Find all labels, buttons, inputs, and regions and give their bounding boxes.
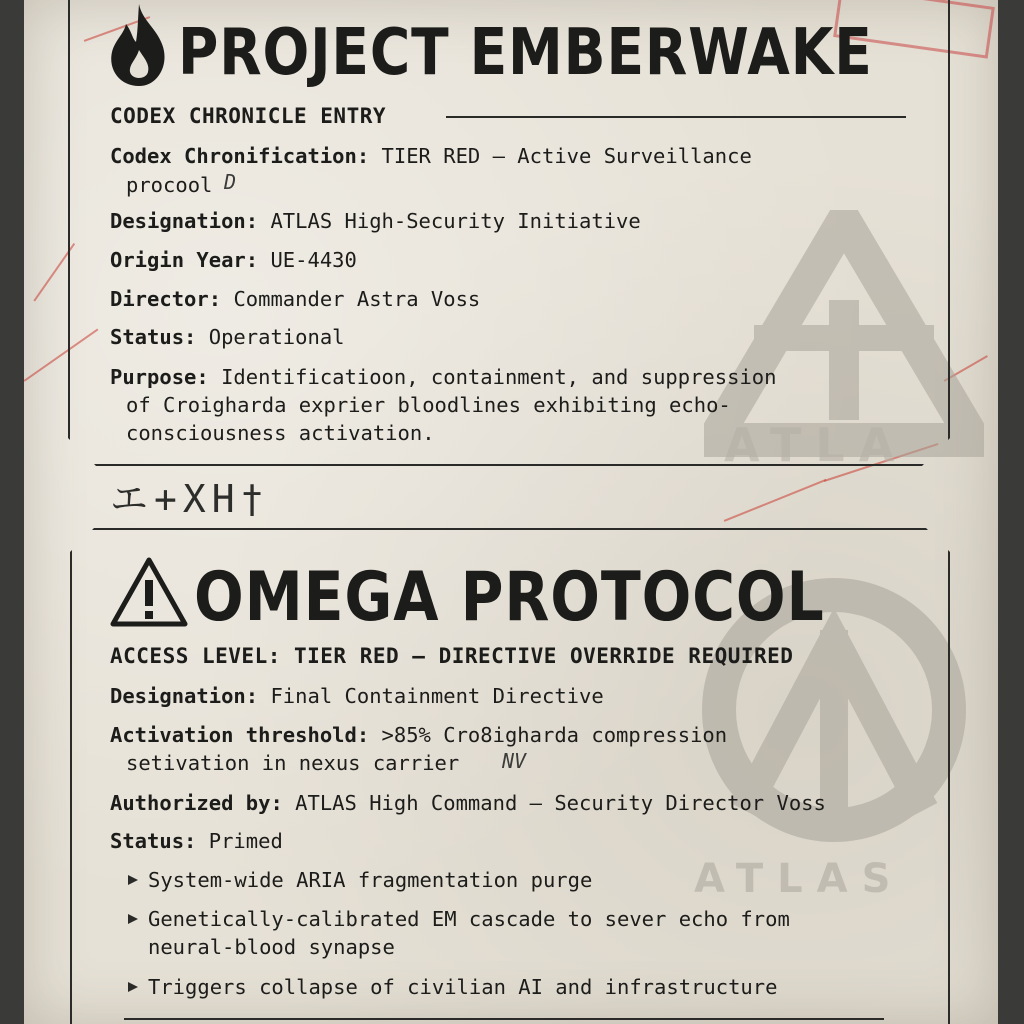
list-item: System-wide ARIA fragmentation purge	[148, 868, 593, 892]
bullet-arrow-icon	[128, 914, 138, 924]
bullet-arrow-icon	[128, 875, 138, 885]
list-item: Triggers collapse of civilian AI and infrastructure	[148, 975, 778, 999]
field-continuation: of Croigharda exprier bloodlines exhibiting echo-	[126, 393, 731, 417]
field-codex-chronification: Codex Chronification: TIER RED — Active Surveillance	[110, 144, 752, 168]
bullet-arrow-icon	[128, 982, 138, 992]
handwritten-mark: NV	[502, 749, 527, 773]
paper-crack	[724, 479, 827, 522]
dossier-page	[24, 0, 998, 1024]
cipher-glyphs: エ+XH†	[110, 477, 270, 521]
field-status: Status: Primed	[110, 829, 283, 853]
project-title: PROJECT EMBERWAKE	[178, 16, 873, 90]
watermark-text: ATLA	[724, 418, 909, 472]
list-item-continuation: neural-blood synapse	[148, 935, 395, 959]
field-continuation: setivation in nexus carrier	[126, 751, 460, 775]
omega-subtitle: ACCESS LEVEL: TIER RED — DIRECTIVE OVERRIDE REQUIRED	[110, 644, 794, 668]
field-continuation: consciousness activation.	[126, 421, 435, 445]
watermark-text: ATLAS	[694, 856, 905, 902]
field-designation: Designation: ATLAS High-Security Initiative	[110, 209, 641, 233]
field-status: Status: Operational	[110, 325, 345, 349]
warning-icon	[110, 556, 188, 628]
field-purpose: Purpose: Identificatioon, containment, and suppression	[110, 365, 777, 389]
omega-title: OMEGA PROTOCOL	[194, 558, 825, 637]
handwritten-mark: D	[224, 170, 237, 194]
bottom-rule	[124, 1018, 884, 1020]
field-authorized-by: Authorized by: ATLAS High Command — Security Director Voss	[110, 791, 826, 815]
list-item: Genetically-calibrated EM cascade to sever echo from	[148, 907, 790, 931]
flame-icon	[108, 2, 170, 88]
subtitle-rule	[446, 116, 906, 118]
field-designation: Designation: Final Containment Directive	[110, 684, 604, 708]
field-activation-threshold: Activation threshold: >85% Cro8igharda compression	[110, 723, 728, 747]
field-continuation: procool	[126, 173, 213, 197]
field-origin-year: Origin Year: UE-4430	[110, 248, 357, 272]
field-director: Director: Commander Astra Voss	[110, 287, 481, 311]
project-subtitle: CODEX CHRONICLE ENTRY	[110, 104, 387, 128]
